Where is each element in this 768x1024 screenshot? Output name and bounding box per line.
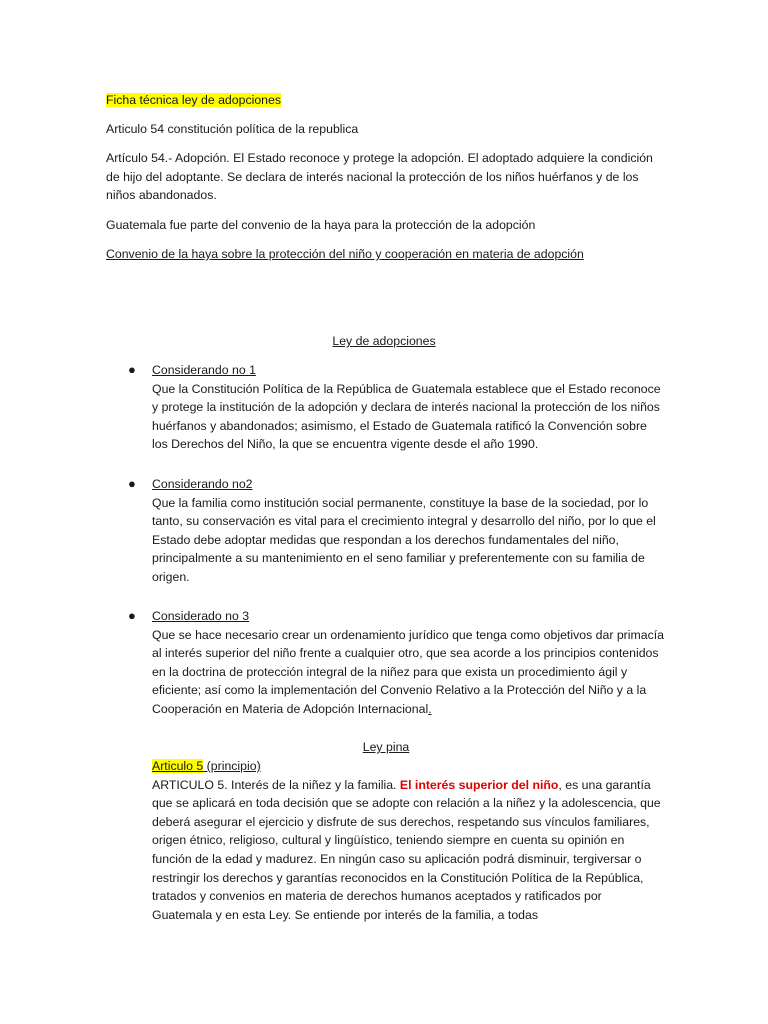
- considerando-text: Que se hace necesario crear un ordenamiento jurídico que tenga como objetivos dar primacía al interés superior del niño frente a cualquier otro, que sea acorde a los principios contenidos en la doctrina de protección integral de la niñez para que exista un procedimiento ágil y eficiente; así como la implementación del Convenio Relativo a la Protección del Niño y a la Cooperación en Materia de Adopción Internacional: [152, 627, 664, 716]
- title-highlight: Ficha técnica ley de adopciones: [106, 93, 281, 107]
- considerando-text: Que la Constitución Política de la República de Guatemala establece que el Estado reconoce y protege la institución de la adopción y declara de interés nacional la protección de los niños huérfanos y abandonados; asimismo, el Estado de Guatemala ratificó la Convención sobre los Derechos del Niño, la que se encuentra vigente desde el año 1990.: [152, 381, 661, 452]
- articulo5-label: Articulo 5: [152, 759, 204, 773]
- ley-pina-title: [108, 738, 664, 757]
- considerando-2: [152, 475, 664, 587]
- bullet-icon: ●: [128, 362, 136, 377]
- bullet-icon: ●: [128, 476, 136, 491]
- considerando-trailing: .: [428, 701, 432, 716]
- considerando-text: Que la familia como institución social permanente, constituye la base de la sociedad, por lo tanto, su conservación es vital para el crecimiento integral y desarrollo del niño, por lo que el Estado debe adoptar medidas que respondan a los derechos fundamentales del niño, principalmente a su mantenimiento en el seno familiar y preferentemente con su familia de origen.: [152, 495, 656, 584]
- considerando-label: Considerando no2: [152, 477, 253, 491]
- doc-title: [106, 91, 666, 110]
- articulo5-text-before: ARTICULO 5. Interés de la niñez y la familia.: [152, 777, 400, 792]
- art54-text: Artículo 54.- Adopción. El Estado reconoce y protege la adopción. El adoptado adquiere la condición de hijo del adoptante. Se declara de interés nacional la protección de los niños huérfanos y de los niños abandonados.: [106, 151, 653, 203]
- art54-heading: Articulo 54 constitución política de la republica: [106, 122, 359, 136]
- considerando-label: Considerando no 1: [152, 363, 256, 377]
- convenio-line: [106, 245, 666, 264]
- ley-adopciones-title-text: Ley de adopciones: [332, 334, 436, 348]
- considerando-label: Considerado no 3: [152, 609, 250, 623]
- articulo5-paren: (principio): [203, 759, 261, 773]
- bullet-icon: ●: [128, 608, 136, 623]
- convenio-link-text: Convenio de la haya sobre la protección del niño y cooperación en materia de adopción: [106, 247, 584, 261]
- considerando-3: [152, 607, 664, 719]
- considerando-1: [152, 361, 664, 454]
- articulo5-text-after: , es una garantía que se aplicará en toda decisión que se adopte con relación a la niñez y la adolescencia, que deberá asegurar el ejercicio y disfrute de sus derechos, respetando sus vínculos familiares, origen étnico, religioso, cultural y lingüístico, teniendo siempre en cuenta su opinión en función de la edad y madurez. En ningún caso su aplicación podrá disminuir, tergiversar o restringir los derechos y garantías reconocidos en la Constitución Política de la República, tratados y convenios en materia de derechos humanos aceptados y ratificados por Guatemala y en esta Ley. Se entiende por interés de la familia, a todas: [152, 777, 661, 922]
- articulo-5-block: [152, 757, 664, 924]
- guatemala-line: Guatemala fue parte del convenio de la haya para la protección de la adopción: [106, 218, 536, 232]
- articulo5-red-text: El interés superior del niño: [399, 777, 559, 792]
- ley-pina-title-text: Ley pina: [362, 740, 410, 754]
- ley-adopciones-title: [106, 332, 662, 351]
